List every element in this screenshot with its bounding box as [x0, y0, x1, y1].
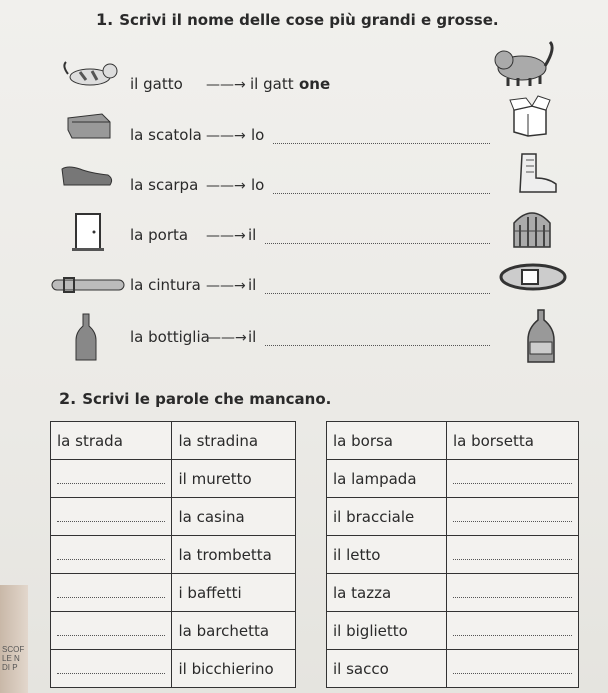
target-article: il gatt — [250, 75, 294, 93]
target-article: il — [248, 328, 257, 346]
table-row — [51, 498, 296, 536]
exercise-2-text: Scrivi le parole che mancano. — [82, 390, 332, 408]
table-row — [327, 650, 579, 688]
table-row — [51, 536, 296, 574]
table-row — [51, 422, 296, 460]
word-cell: la borsa — [327, 422, 447, 460]
big-bottle-icon — [526, 308, 556, 368]
word-cell: la trombetta — [172, 536, 296, 574]
margin-text-2: LE N — [2, 654, 20, 663]
arrow-icon: ——→ — [207, 330, 247, 346]
word-cell: il biglietto — [327, 612, 447, 650]
answer-blank-cell[interactable] — [446, 498, 578, 536]
big-gate-icon — [508, 205, 556, 253]
margin-text-3: DI P — [2, 663, 18, 672]
arrow-icon: ——→ — [206, 128, 246, 144]
big-boot-icon — [512, 150, 560, 200]
answer-blank-cell[interactable] — [51, 612, 172, 650]
word-cell: la casina — [172, 498, 296, 536]
target-article: lo — [251, 176, 265, 194]
dotted-line — [453, 513, 572, 522]
arrow-icon: ——→ — [206, 178, 246, 194]
answer-blank[interactable] — [265, 345, 490, 346]
margin-text-1: SCOF — [2, 645, 25, 654]
table-row — [51, 650, 296, 688]
big-belt-icon — [498, 258, 568, 300]
belt-icon — [50, 274, 126, 300]
dotted-line — [453, 665, 572, 674]
dotted-line — [57, 513, 165, 522]
source-word: la cintura — [130, 276, 201, 294]
dotted-line — [57, 589, 165, 598]
dotted-line — [453, 589, 572, 598]
target-article: il — [248, 276, 257, 294]
source-word: la scarpa — [130, 176, 199, 194]
word-cell: la stradina — [172, 422, 296, 460]
answer-blank-cell[interactable] — [446, 536, 578, 574]
word-cell: la strada — [51, 422, 172, 460]
table-row — [327, 574, 579, 612]
answer-blank-cell[interactable] — [51, 650, 172, 688]
table-row — [51, 574, 296, 612]
source-word: la porta — [130, 226, 189, 244]
word-cell: il muretto — [172, 460, 296, 498]
arrow-icon: ——→ — [206, 278, 246, 294]
dotted-line — [57, 627, 165, 636]
answer-blank-cell[interactable] — [51, 574, 172, 612]
word-cell: il bracciale — [327, 498, 447, 536]
target-article: lo — [251, 126, 265, 144]
table-row — [327, 536, 579, 574]
left-word-table — [50, 421, 296, 688]
target-article: il — [248, 226, 257, 244]
word-cell: la tazza — [327, 574, 447, 612]
exercise-1-row — [0, 328, 608, 378]
exercise-2-title — [59, 389, 331, 408]
word-cell: la barchetta — [172, 612, 296, 650]
source-word: il gatto — [130, 75, 183, 93]
answer-blank[interactable] — [273, 143, 490, 144]
exercise-1-text: Scrivi il nome delle cose più grandi e grosse. — [119, 11, 499, 29]
dotted-line — [453, 475, 572, 484]
dotted-line — [453, 627, 572, 636]
exercise-1-number: 1. — [96, 10, 114, 29]
word-cell: la lampada — [327, 460, 447, 498]
box-icon — [64, 110, 114, 144]
table-row — [327, 498, 579, 536]
answer-blank-cell[interactable] — [446, 612, 578, 650]
page-edge-shadow — [0, 585, 28, 693]
answer-blank-cell[interactable] — [51, 536, 172, 574]
arrow-icon: ——→ — [206, 228, 246, 244]
bottle-icon — [74, 312, 98, 366]
target-suffix: one — [299, 75, 331, 93]
source-word: la bottiglia — [130, 328, 210, 346]
shoe-icon — [58, 163, 114, 193]
exercise-2-number: 2. — [59, 389, 77, 408]
arrow-icon: ——→ — [206, 77, 246, 93]
door-icon — [70, 212, 106, 256]
exercise-1-title — [96, 10, 499, 29]
word-cell: il letto — [327, 536, 447, 574]
answer-blank[interactable] — [273, 193, 490, 194]
word-cell: la borsetta — [446, 422, 578, 460]
answer-blank-cell[interactable] — [446, 460, 578, 498]
answer-blank[interactable] — [265, 293, 490, 294]
table-row — [327, 460, 579, 498]
answer-blank-cell[interactable] — [51, 498, 172, 536]
table-row — [327, 422, 579, 460]
table-row — [51, 460, 296, 498]
big-box-icon — [508, 94, 552, 142]
answer-blank-cell[interactable] — [51, 460, 172, 498]
word-cell: il bicchierino — [172, 650, 296, 688]
dotted-line — [453, 551, 572, 560]
answer-blank-cell[interactable] — [446, 574, 578, 612]
table-row — [51, 612, 296, 650]
dotted-line — [57, 475, 165, 484]
big-cat-icon — [490, 40, 560, 92]
answer-blank-cell[interactable] — [446, 650, 578, 688]
source-word: la scatola — [130, 126, 202, 144]
right-word-table — [326, 421, 579, 688]
dotted-line — [57, 551, 165, 560]
word-cell: i baffetti — [172, 574, 296, 612]
answer-blank[interactable] — [265, 243, 490, 244]
dotted-line — [57, 665, 165, 674]
table-row — [327, 612, 579, 650]
cat-icon — [60, 60, 120, 94]
word-cell: il sacco — [327, 650, 447, 688]
